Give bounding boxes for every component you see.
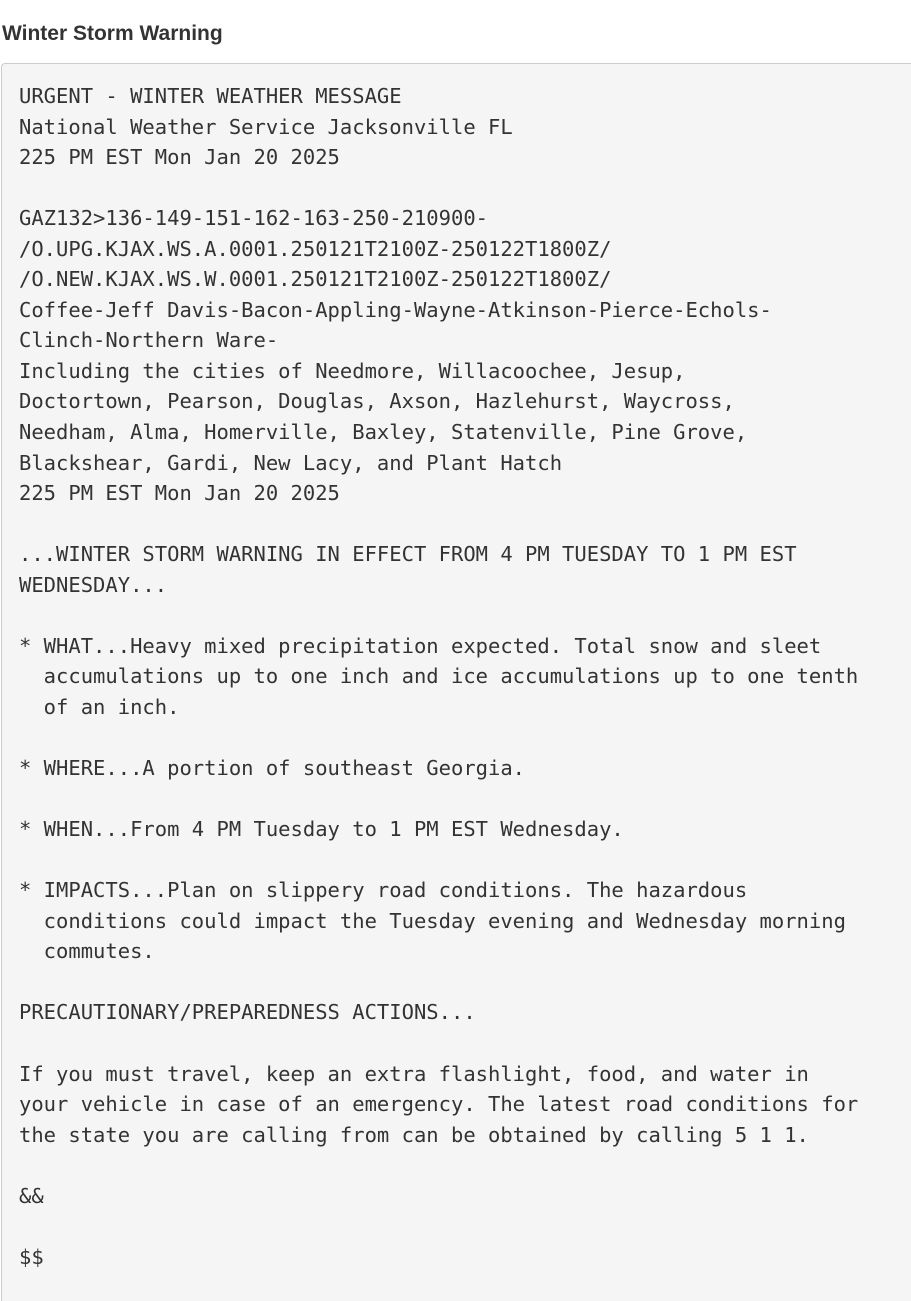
bulletin-line: GAZ132>136-149-151-162-163-250-210900- <box>19 206 488 231</box>
bulletin-line: accumulations up to one inch and ice accumulations up to one tenth <box>19 664 859 689</box>
bulletin-line: commutes. <box>19 939 155 964</box>
bulletin-line: /O.UPG.KJAX.WS.A.0001.250121T2100Z-250122T1800Z/ <box>19 236 612 261</box>
bulletin-line <box>19 967 911 998</box>
bulletin-line: Coffee-Jeff Davis-Bacon-Appling-Wayne-Atkinson-Pierce-Echols- <box>19 297 772 322</box>
bulletin-line: /O.NEW.KJAX.WS.W.0001.250121T2100Z-250122T1800Z/ <box>19 267 612 292</box>
bulletin-line: of an inch. <box>19 694 180 719</box>
bulletin-line: $$ <box>19 1244 44 1269</box>
bulletin-line: Blackshear, Gardi, New Lacy, and Plant Hatch <box>19 450 563 475</box>
bulletin-line <box>19 1150 911 1181</box>
bulletin-panel <box>1 63 911 1301</box>
bulletin-line <box>19 1211 911 1242</box>
bulletin-line: If you must travel, keep an extra flashlight, food, and water in <box>19 1061 809 1086</box>
bulletin-line: conditions could impact the Tuesday evening and Wednesday morning <box>19 908 846 933</box>
bulletin-line <box>19 722 911 753</box>
bulletin-line: URGENT - WINTER WEATHER MESSAGE <box>19 84 402 108</box>
bulletin-line <box>19 1028 911 1059</box>
bulletin-line: 225 PM EST Mon Jan 20 2025 <box>19 145 340 170</box>
bulletin-line: PRECAUTIONARY/PREPAREDNESS ACTIONS... <box>19 1000 476 1025</box>
bulletin-line: && <box>19 1183 44 1208</box>
bulletin-text <box>19 81 911 1272</box>
bulletin-line <box>19 845 911 876</box>
bulletin-line: * WHAT...Heavy mixed precipitation expected. Total snow and sleet <box>19 633 822 658</box>
bulletin-line: Clinch-Northern Ware- <box>19 328 279 353</box>
bulletin-line: ...WINTER STORM WARNING IN EFFECT FROM 4 PM TUESDAY TO 1 PM EST <box>19 542 797 567</box>
bulletin-line: Including the cities of Needmore, Willacoochee, Jesup, <box>19 358 686 383</box>
bulletin-line: the state you are calling from can be obtained by calling 5 1 1. <box>19 1122 809 1147</box>
bulletin-line: 225 PM EST Mon Jan 20 2025 <box>19 481 340 506</box>
bulletin-line <box>19 784 911 815</box>
page-title: Winter Storm Warning <box>2 22 223 45</box>
bulletin-line: your vehicle in case of an emergency. The latest road conditions for <box>19 1092 859 1117</box>
bulletin-line <box>19 173 911 204</box>
bulletin-line: * WHERE...A portion of southeast Georgia. <box>19 756 526 781</box>
bulletin-line: Doctortown, Pearson, Douglas, Axson, Hazlehurst, Waycross, <box>19 389 735 414</box>
bulletin-line: WEDNESDAY... <box>19 572 168 597</box>
bulletin-line: Needham, Alma, Homerville, Baxley, Statenville, Pine Grove, <box>19 420 748 445</box>
bulletin-line: * IMPACTS...Plan on slippery road conditions. The hazardous <box>19 878 748 903</box>
bulletin-line: * WHEN...From 4 PM Tuesday to 1 PM EST Wednesday. <box>19 817 624 842</box>
bulletin-line <box>19 600 911 631</box>
bulletin-line: National Weather Service Jacksonville FL <box>19 114 513 139</box>
bulletin-line <box>19 509 911 540</box>
